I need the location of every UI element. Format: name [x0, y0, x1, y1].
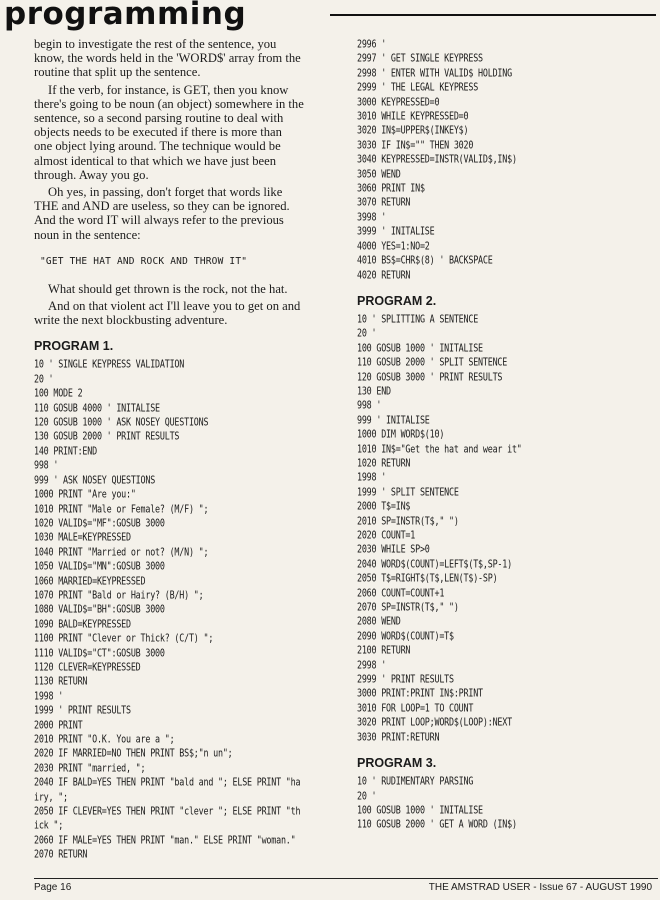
code-line: 1040 PRINT "Married or not? (M/N) "; — [34, 545, 209, 558]
article-closing — [34, 282, 346, 328]
code-line: 1070 PRINT "Bald or Hairy? (B/H) "; — [34, 588, 204, 602]
text-line: objects needs to be executed if there is more than — [34, 125, 282, 140]
paragraph — [34, 37, 346, 80]
code-line: 3070 RETURN — [357, 196, 411, 209]
code-line: 3040 KEYPRESSED=INSTR(VALID$,IN$) — [357, 152, 517, 166]
right-column — [357, 37, 657, 873]
code-line: 2010 SP=INSTR(T$," ") — [357, 514, 459, 527]
code-line: 2060 COUNT=COUNT+1 — [357, 586, 445, 599]
code-line: 120 GOSUB 3000 ' PRINT RESULTS — [357, 370, 503, 383]
paragraph — [34, 185, 346, 242]
code-line: 120 GOSUB 1000 ' ASK NOSEY QUESTIONS — [34, 415, 209, 429]
section-title: programming — [4, 0, 247, 32]
text-line: one object lying around. The technique would be — [34, 139, 281, 154]
code-line: 3030 IF IN$="" THEN 3020 — [357, 138, 474, 152]
code-line: 4020 RETURN — [357, 268, 411, 281]
text-line: almost identical to that which we have just been — [34, 153, 277, 168]
code-line: 2996 ' — [357, 37, 387, 51]
program-1-listing — [34, 357, 346, 861]
issue-info: THE AMSTRAD USER - Issue 67 - AUGUST 1990 — [428, 882, 652, 893]
footer-rule — [34, 878, 658, 879]
code-line: 1030 MALE=KEYPRESSED — [34, 531, 131, 544]
example-sentence: "GET THE HAT AND ROCK AND THROW IT" — [40, 255, 248, 267]
article-intro — [34, 37, 346, 242]
text-line: THE and AND are useless, so they can be ignored. — [34, 199, 290, 214]
paragraph — [34, 299, 346, 327]
code-line: 3020 PRINT LOOP;WORD$(LOOP):NEXT — [357, 715, 512, 729]
paragraph — [34, 282, 346, 296]
code-line: 1010 PRINT "Male or Female? (M/F) "; — [34, 502, 209, 515]
code-line: 130 GOSUB 2000 ' PRINT RESULTS — [34, 430, 180, 443]
text-line: And the word IT will always refer to the previous — [34, 213, 284, 228]
text-line: routine that split up the sentence. — [34, 65, 201, 80]
code-line: 2080 WEND — [357, 615, 401, 628]
text-line: Oh yes, in passing, don't forget that words like — [48, 185, 283, 200]
program-3-listing — [357, 774, 657, 832]
program-2-listing — [357, 312, 657, 744]
code-line: 2050 T$=RIGHT$(T$,LEN(T$)-SP) — [357, 571, 498, 585]
code-line: 10 ' SPLITTING A SENTENCE — [357, 312, 479, 326]
program-2-title: PROGRAM 2. — [357, 293, 437, 308]
code-line: 999 ' ASK NOSEY QUESTIONS — [34, 473, 156, 486]
code-line: 110 GOSUB 2000 ' SPLIT SENTENCE — [357, 355, 508, 369]
code-line: 2050 IF CLEVER=YES THEN PRINT "clever "; ELSE PRINT "th — [34, 804, 301, 818]
code-line: 2040 IF BALD=YES THEN PRINT "bald and "; ELSE PRINT "ha — [34, 775, 301, 789]
code-line: 3020 IN$=UPPER$(INKEY$) — [357, 124, 469, 137]
program-1-title: PROGRAM 1. — [34, 339, 114, 354]
code-line: 140 PRINT:END — [34, 444, 97, 458]
left-column — [34, 37, 346, 873]
code-line: 3010 FOR LOOP=1 TO COUNT — [357, 701, 474, 715]
code-line: 1998 ' — [34, 689, 64, 702]
text-line: What should get thrown is the rock, not the hat. — [48, 281, 288, 296]
code-line: 2090 WORD$(COUNT)=T$ — [357, 629, 454, 643]
text-line: And on that violent act I'll leave you to get on and — [48, 299, 301, 314]
code-line: 3999 ' INITALISE — [357, 224, 435, 238]
text-line: sentence, so a second parsing routine to deal with — [34, 111, 284, 126]
code-line: 10 ' SINGLE KEYPRESS VALIDATION — [34, 358, 185, 371]
code-line: 998 ' — [357, 399, 382, 412]
page-header — [0, 0, 660, 30]
code-line: 3050 WEND — [357, 167, 401, 180]
code-line: 2997 ' GET SINGLE KEYPRESS — [357, 52, 483, 65]
code-line: 1020 VALID$="MF":GOSUB 3000 — [34, 516, 165, 530]
code-line: 1000 PRINT "Are you:" — [34, 487, 136, 501]
code-line: 1010 IN$="Get the hat and wear it" — [357, 442, 522, 455]
code-line: 110 GOSUB 4000 ' INITALISE — [34, 401, 160, 414]
code-line: 2020 IF MARRIED=NO THEN PRINT BS$;"n un"; — [34, 747, 233, 760]
code-line: 1050 VALID$="MN":GOSUB 3000 — [34, 559, 165, 573]
code-line: 1100 PRINT "Clever or Thick? (C/T) "; — [34, 631, 214, 645]
code-line: 3998 ' — [357, 210, 387, 224]
text-line: through. Away you go. — [34, 167, 149, 182]
code-line: 2999 ' THE LEGAL KEYPRESS — [357, 80, 479, 94]
code-line: 2070 RETURN — [34, 847, 88, 861]
code-line: 130 END — [357, 384, 391, 398]
text-line: If the verb, for instance, is GET, then you know — [48, 82, 289, 97]
code-line: 1090 BALD=KEYPRESSED — [34, 617, 131, 630]
code-line: 2060 IF MALE=YES THEN PRINT "man." ELSE PRINT "woman." — [34, 833, 296, 847]
code-line: 3060 PRINT IN$ — [357, 181, 425, 195]
code-line: 100 GOSUB 1000 ' INITALISE — [357, 803, 483, 817]
code-line: 100 MODE 2 — [34, 386, 83, 400]
code-line: iry, "; — [34, 790, 68, 803]
code-line: 3000 KEYPRESSED=0 — [357, 95, 440, 108]
code-line: 1060 MARRIED=KEYPRESSED — [34, 574, 146, 587]
page-number: Page 16 — [34, 882, 72, 893]
text-line: know, the words held in the 'WORD$' array from the — [34, 51, 301, 66]
code-line: 2030 PRINT "married, "; — [34, 761, 146, 775]
code-line: 1999 ' SPLIT SENTENCE — [357, 485, 459, 498]
header-rule — [330, 14, 656, 16]
code-line: 2000 T$=IN$ — [357, 499, 411, 513]
program-3-title: PROGRAM 3. — [357, 756, 437, 771]
code-line: 1130 RETURN — [34, 675, 88, 688]
code-line: 1020 RETURN — [357, 456, 411, 470]
code-line: 4010 BS$=CHR$(8) ' BACKSPACE — [357, 253, 493, 267]
code-line: 2010 PRINT "O.K. You are a "; — [34, 732, 175, 746]
code-line: 20 ' — [357, 327, 377, 340]
code-line: 2100 RETURN — [357, 643, 411, 657]
code-line: 1110 VALID$="CT":GOSUB 3000 — [34, 646, 165, 659]
code-line: 2998 ' — [357, 658, 387, 671]
code-line: 2020 COUNT=1 — [357, 528, 416, 542]
code-line: 20 ' — [357, 789, 377, 802]
code-line: 10 ' RUDIMENTARY PARSING — [357, 774, 474, 788]
code-line: 3000 PRINT:PRINT IN$:PRINT — [357, 687, 483, 700]
code-line: 100 GOSUB 1000 ' INITALISE — [357, 341, 483, 354]
code-line: 2999 ' PRINT RESULTS — [357, 672, 454, 686]
code-line: 1999 ' PRINT RESULTS — [34, 703, 131, 717]
text-line: write the next blockbusting adventure. — [34, 313, 228, 328]
code-line: 2998 ' ENTER WITH VALID$ HOLDING — [357, 66, 512, 80]
code-line: 1998 ' — [357, 471, 387, 484]
program-1-listing-continued — [357, 37, 657, 282]
code-line: 2000 PRINT — [34, 718, 83, 731]
code-line: ick "; — [34, 819, 64, 832]
text-line: noun in the sentence: — [34, 227, 141, 242]
code-line: 999 ' INITALISE — [357, 413, 430, 426]
code-line: 110 GOSUB 2000 ' GET A WORD (IN$) — [357, 818, 517, 831]
code-line: 1120 CLEVER=KEYPRESSED — [34, 660, 141, 674]
code-line: 1000 DIM WORD$(10) — [357, 427, 445, 441]
paragraph — [34, 83, 346, 182]
code-line: 20 ' — [34, 372, 54, 386]
code-line: 3010 WHILE KEYPRESSED=0 — [357, 109, 469, 123]
code-line: 998 ' — [34, 458, 59, 472]
page-footer — [0, 874, 660, 900]
text-line: begin to investigate the rest of the sentence, you — [34, 37, 277, 51]
code-line: 2070 SP=INSTR(T$," ") — [357, 600, 459, 614]
code-line: 4000 YES=1:NO=2 — [357, 239, 430, 252]
text-line: there's going to be noun (an object) somewhere in the — [34, 96, 304, 111]
code-line: 1080 VALID$="BH":GOSUB 3000 — [34, 603, 165, 616]
code-line: 2030 WHILE SP>0 — [357, 543, 430, 556]
code-line: 2040 WORD$(COUNT)=LEFT$(T$,SP-1) — [357, 557, 512, 571]
code-line: 3030 PRINT:RETURN — [357, 730, 440, 743]
